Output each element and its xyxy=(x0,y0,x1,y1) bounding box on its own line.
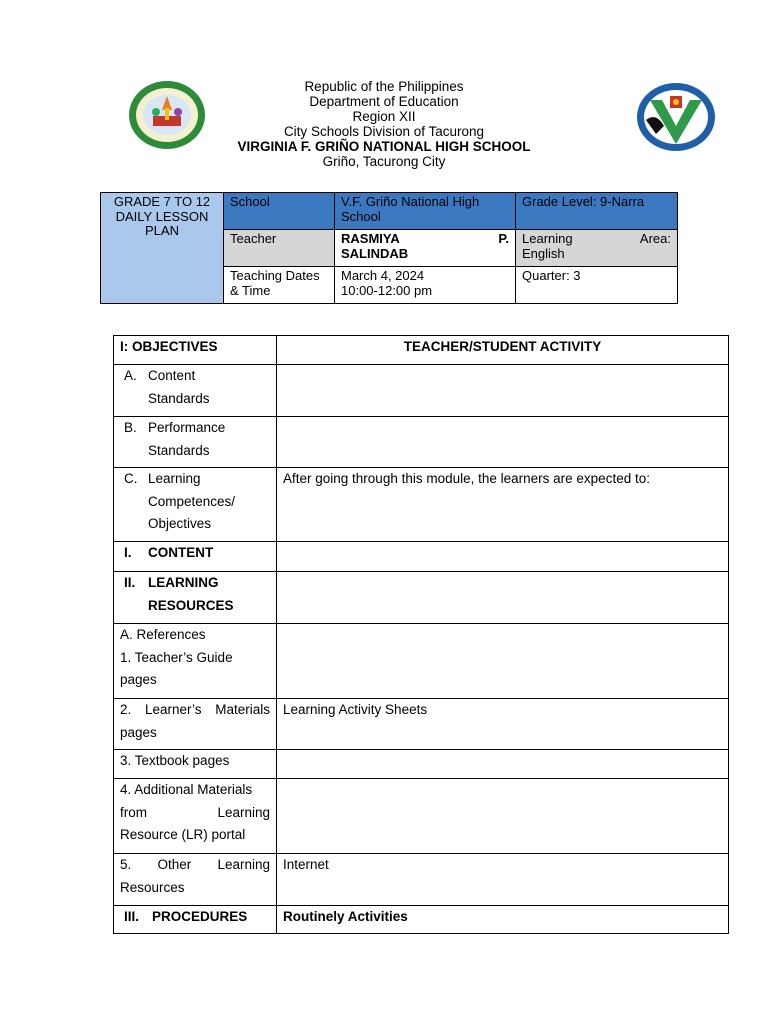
learning-area-label: Learning xyxy=(522,231,573,246)
learners-materials-value: Learning Activity Sheets xyxy=(277,699,729,750)
performance-standards-value xyxy=(277,417,729,468)
performance-standards-label: B. Performance Standards xyxy=(114,417,277,468)
learners-materials-label: 2. Learner’s Materials pages xyxy=(114,699,277,750)
textbook-value xyxy=(277,750,729,779)
teacher-last-name: SALINDAB xyxy=(341,245,409,261)
table-row xyxy=(114,417,729,468)
content-standards-value xyxy=(277,365,729,417)
teacher-first-name: RASMIYA xyxy=(341,231,400,246)
header-address: Griño, Tacurong City xyxy=(322,154,446,169)
school-label: School xyxy=(224,193,335,230)
content-value xyxy=(277,542,729,572)
school-value: V.F. Griño National High School xyxy=(335,193,516,230)
document-header xyxy=(0,79,768,169)
learning-resources-value xyxy=(277,572,729,624)
table-row xyxy=(114,468,729,542)
lesson-plan-table xyxy=(113,335,729,934)
header-region: Region XII xyxy=(352,109,416,124)
learning-area-label2: Area: xyxy=(639,231,671,246)
additional-materials-value xyxy=(277,779,729,854)
additional-materials-label: 4. Additional Materials from Learning Resource (LR) portal xyxy=(114,779,277,854)
dates-value xyxy=(335,267,516,304)
date-value: March 4, 2024 xyxy=(341,268,425,283)
table-row xyxy=(114,624,729,699)
references-value xyxy=(277,624,729,699)
learning-area xyxy=(516,230,678,267)
table-row xyxy=(114,750,729,779)
header-department: Department of Education xyxy=(309,94,459,109)
table-row xyxy=(114,906,729,934)
grade-level: Grade Level: 9-Narra xyxy=(516,193,678,230)
other-resources-label: 5. Other Learning Resources xyxy=(114,854,277,906)
header-division: City Schools Division of Tacurong xyxy=(283,124,485,139)
references-label: A. References 1. Teacher’s Guide pages xyxy=(114,624,277,699)
objectives-header: I: OBJECTIVES xyxy=(114,336,277,365)
table-row xyxy=(114,365,729,417)
learning-resources-label: II. LEARNING RESOURCES xyxy=(114,572,277,624)
learning-area-value: English xyxy=(522,245,565,261)
grade-label-cell: GRADE 7 TO 12 DAILY LESSON PLAN xyxy=(101,193,224,304)
teacher-label: Teacher xyxy=(224,230,335,267)
header-school-name: VIRGINIA F. GRIÑO NATIONAL HIGH SCHOOL xyxy=(237,139,531,154)
activity-header: TEACHER/STUDENT ACTIVITY xyxy=(277,336,729,365)
content-label: I. CONTENT xyxy=(114,542,277,572)
table-row xyxy=(114,572,729,624)
table-row xyxy=(114,542,729,572)
quarter: Quarter: 3 xyxy=(516,267,678,304)
other-resources-value: Internet xyxy=(277,854,729,906)
header-republic: Republic of the Philippines xyxy=(304,79,464,94)
content-standards-label: A. Content Standards xyxy=(114,365,277,417)
learning-competences-label: C. Learning Competences/ Objectives xyxy=(114,468,277,542)
table-row xyxy=(114,699,729,750)
procedures-label: III. PROCEDURES xyxy=(114,906,277,934)
teacher-middle-initial: P. xyxy=(498,231,509,246)
dates-label: Teaching Dates & Time xyxy=(224,267,335,304)
textbook-label: 3. Textbook pages xyxy=(114,750,277,779)
procedures-value: Routinely Activities xyxy=(277,906,729,934)
learning-competences-value: After going through this module, the learners are expected to: xyxy=(277,468,729,542)
lesson-info-table xyxy=(100,192,678,304)
table-row xyxy=(114,854,729,906)
time-value: 10:00-12:00 pm xyxy=(341,282,433,298)
teacher-value xyxy=(335,230,516,267)
table-row xyxy=(114,779,729,854)
